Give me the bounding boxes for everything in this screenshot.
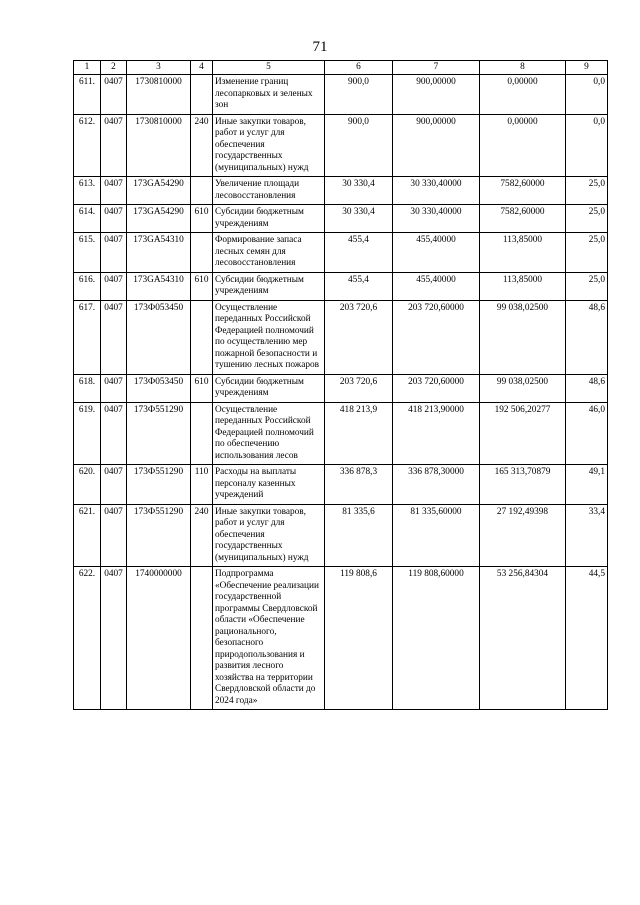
row-number-cell: 616. — [74, 272, 101, 300]
planned-amount-cell: 81 335,6 — [325, 504, 393, 567]
executed-amount-cell: 113,85000 — [480, 272, 566, 300]
target-code-cell: 173Ф551290 — [127, 504, 191, 567]
approved-amount-cell: 203 720,60000 — [393, 300, 480, 374]
approved-amount-cell: 455,40000 — [393, 233, 480, 273]
column-header: 7 — [393, 61, 480, 75]
planned-amount-cell: 455,4 — [325, 272, 393, 300]
approved-amount-cell: 336 878,30000 — [393, 465, 480, 505]
section-code-cell: 0407 — [101, 177, 127, 205]
percent-cell: 25,0 — [566, 205, 608, 233]
expense-type-cell: 610 — [191, 374, 213, 402]
approved-amount-cell: 900,00000 — [393, 75, 480, 115]
expense-type-cell: 610 — [191, 272, 213, 300]
planned-amount-cell: 30 330,4 — [325, 205, 393, 233]
target-code-cell: 1740000000 — [127, 567, 191, 710]
item-name-cell: Иные закупки товаров, работ и услуг для обеспечения государственных (муниципальных) нужд — [213, 114, 325, 177]
planned-amount-cell: 418 213,9 — [325, 402, 393, 465]
item-name-cell: Субсидии бюджетным учреждениям — [213, 374, 325, 402]
expense-type-cell: 110 — [191, 465, 213, 505]
approved-amount-cell: 81 335,60000 — [393, 504, 480, 567]
table-row — [74, 233, 608, 273]
target-code-cell: 1730810000 — [127, 114, 191, 177]
item-name-cell: Субсидии бюджетным учреждениям — [213, 272, 325, 300]
table-row — [74, 300, 608, 374]
item-name-cell: Изменение границ лесопарковых и зеленых зон — [213, 75, 325, 115]
table-row — [74, 114, 608, 177]
section-code-cell: 0407 — [101, 465, 127, 505]
item-name-cell: Осуществление переданных Российской Федерацией полномочий по обеспечению использования лесов — [213, 402, 325, 465]
item-name-cell: Осуществление переданных Российской Федерацией полномочий по осуществлению мер пожарной безопасности и тушению лесных пожаров — [213, 300, 325, 374]
percent-cell: 25,0 — [566, 233, 608, 273]
expense-type-cell — [191, 233, 213, 273]
row-number-cell: 615. — [74, 233, 101, 273]
planned-amount-cell: 900,0 — [325, 75, 393, 115]
percent-cell: 25,0 — [566, 272, 608, 300]
column-header: 9 — [566, 61, 608, 75]
table-row — [74, 402, 608, 465]
target-code-cell: 173Ф551290 — [127, 465, 191, 505]
target-code-cell: 1730810000 — [127, 75, 191, 115]
table-row — [74, 567, 608, 710]
table-row — [74, 272, 608, 300]
item-name-cell: Формирование запаса лесных семян для лесовосстановления — [213, 233, 325, 273]
executed-amount-cell: 53 256,84304 — [480, 567, 566, 710]
table-row — [74, 374, 608, 402]
executed-amount-cell: 7582,60000 — [480, 177, 566, 205]
executed-amount-cell: 7582,60000 — [480, 205, 566, 233]
expense-type-cell — [191, 177, 213, 205]
table-row — [74, 205, 608, 233]
item-name-cell: Субсидии бюджетным учреждениям — [213, 205, 325, 233]
percent-cell: 0,0 — [566, 75, 608, 115]
row-number-cell: 612. — [74, 114, 101, 177]
section-code-cell: 0407 — [101, 567, 127, 710]
percent-cell: 48,6 — [566, 374, 608, 402]
percent-cell: 48,6 — [566, 300, 608, 374]
section-code-cell: 0407 — [101, 374, 127, 402]
table-row — [74, 75, 608, 115]
row-number-cell: 620. — [74, 465, 101, 505]
approved-amount-cell: 900,00000 — [393, 114, 480, 177]
executed-amount-cell: 99 038,02500 — [480, 300, 566, 374]
target-code-cell: 173GA54290 — [127, 205, 191, 233]
section-code-cell: 0407 — [101, 233, 127, 273]
row-number-cell: 621. — [74, 504, 101, 567]
approved-amount-cell: 119 808,60000 — [393, 567, 480, 710]
row-number-cell: 617. — [74, 300, 101, 374]
column-header: 8 — [480, 61, 566, 75]
executed-amount-cell: 99 038,02500 — [480, 374, 566, 402]
expense-type-cell — [191, 300, 213, 374]
column-header: 6 — [325, 61, 393, 75]
column-header: 2 — [101, 61, 127, 75]
target-code-cell: 173Ф053450 — [127, 374, 191, 402]
column-header: 3 — [127, 61, 191, 75]
percent-cell: 44,5 — [566, 567, 608, 710]
table-body — [74, 75, 608, 710]
approved-amount-cell: 418 213,90000 — [393, 402, 480, 465]
row-number-cell: 611. — [74, 75, 101, 115]
section-code-cell: 0407 — [101, 114, 127, 177]
section-code-cell: 0407 — [101, 402, 127, 465]
planned-amount-cell: 900,0 — [325, 114, 393, 177]
row-number-cell: 618. — [74, 374, 101, 402]
approved-amount-cell: 203 720,60000 — [393, 374, 480, 402]
target-code-cell: 173Ф053450 — [127, 300, 191, 374]
target-code-cell: 173Ф551290 — [127, 402, 191, 465]
planned-amount-cell: 455,4 — [325, 233, 393, 273]
percent-cell: 33,4 — [566, 504, 608, 567]
table-header-row — [74, 61, 608, 75]
item-name-cell: Иные закупки товаров, работ и услуг для обеспечения государственных (муниципальных) нужд — [213, 504, 325, 567]
expense-type-cell — [191, 75, 213, 115]
item-name-cell: Увеличение площади лесовосстановления — [213, 177, 325, 205]
item-name-cell: Подпрограмма «Обеспечение реализации государственной программы Свердловской области «Обеспечение рационального, безопасного природопользования и развития лесного хозяйства на территории Свердловской области до 2024 года» — [213, 567, 325, 710]
row-number-cell: 613. — [74, 177, 101, 205]
target-code-cell: 173GA54290 — [127, 177, 191, 205]
section-code-cell: 0407 — [101, 504, 127, 567]
executed-amount-cell: 0,00000 — [480, 114, 566, 177]
approved-amount-cell: 30 330,40000 — [393, 177, 480, 205]
expense-type-cell: 610 — [191, 205, 213, 233]
table-row — [74, 177, 608, 205]
row-number-cell: 622. — [74, 567, 101, 710]
planned-amount-cell: 203 720,6 — [325, 374, 393, 402]
item-name-cell: Расходы на выплаты персоналу казенных учреждений — [213, 465, 325, 505]
row-number-cell: 614. — [74, 205, 101, 233]
executed-amount-cell: 0,00000 — [480, 75, 566, 115]
target-code-cell: 173GA54310 — [127, 272, 191, 300]
executed-amount-cell: 192 506,20277 — [480, 402, 566, 465]
section-code-cell: 0407 — [101, 300, 127, 374]
planned-amount-cell: 119 808,6 — [325, 567, 393, 710]
column-header: 4 — [191, 61, 213, 75]
section-code-cell: 0407 — [101, 205, 127, 233]
page-number: 71 — [312, 39, 328, 55]
executed-amount-cell: 27 192,49398 — [480, 504, 566, 567]
column-header: 1 — [74, 61, 101, 75]
approved-amount-cell: 455,40000 — [393, 272, 480, 300]
executed-amount-cell: 165 313,70879 — [480, 465, 566, 505]
row-number-cell: 619. — [74, 402, 101, 465]
percent-cell: 0,0 — [566, 114, 608, 177]
section-code-cell: 0407 — [101, 75, 127, 115]
percent-cell: 25,0 — [566, 177, 608, 205]
percent-cell: 46,0 — [566, 402, 608, 465]
expense-type-cell: 240 — [191, 504, 213, 567]
expense-type-cell — [191, 567, 213, 710]
section-code-cell: 0407 — [101, 272, 127, 300]
approved-amount-cell: 30 330,40000 — [393, 205, 480, 233]
executed-amount-cell: 113,85000 — [480, 233, 566, 273]
planned-amount-cell: 203 720,6 — [325, 300, 393, 374]
planned-amount-cell: 30 330,4 — [325, 177, 393, 205]
column-header: 5 — [213, 61, 325, 75]
expense-type-cell — [191, 402, 213, 465]
percent-cell: 49,1 — [566, 465, 608, 505]
table-row — [74, 465, 608, 505]
budget-table — [73, 60, 608, 710]
table-row — [74, 504, 608, 567]
planned-amount-cell: 336 878,3 — [325, 465, 393, 505]
target-code-cell: 173GA54310 — [127, 233, 191, 273]
expense-type-cell: 240 — [191, 114, 213, 177]
